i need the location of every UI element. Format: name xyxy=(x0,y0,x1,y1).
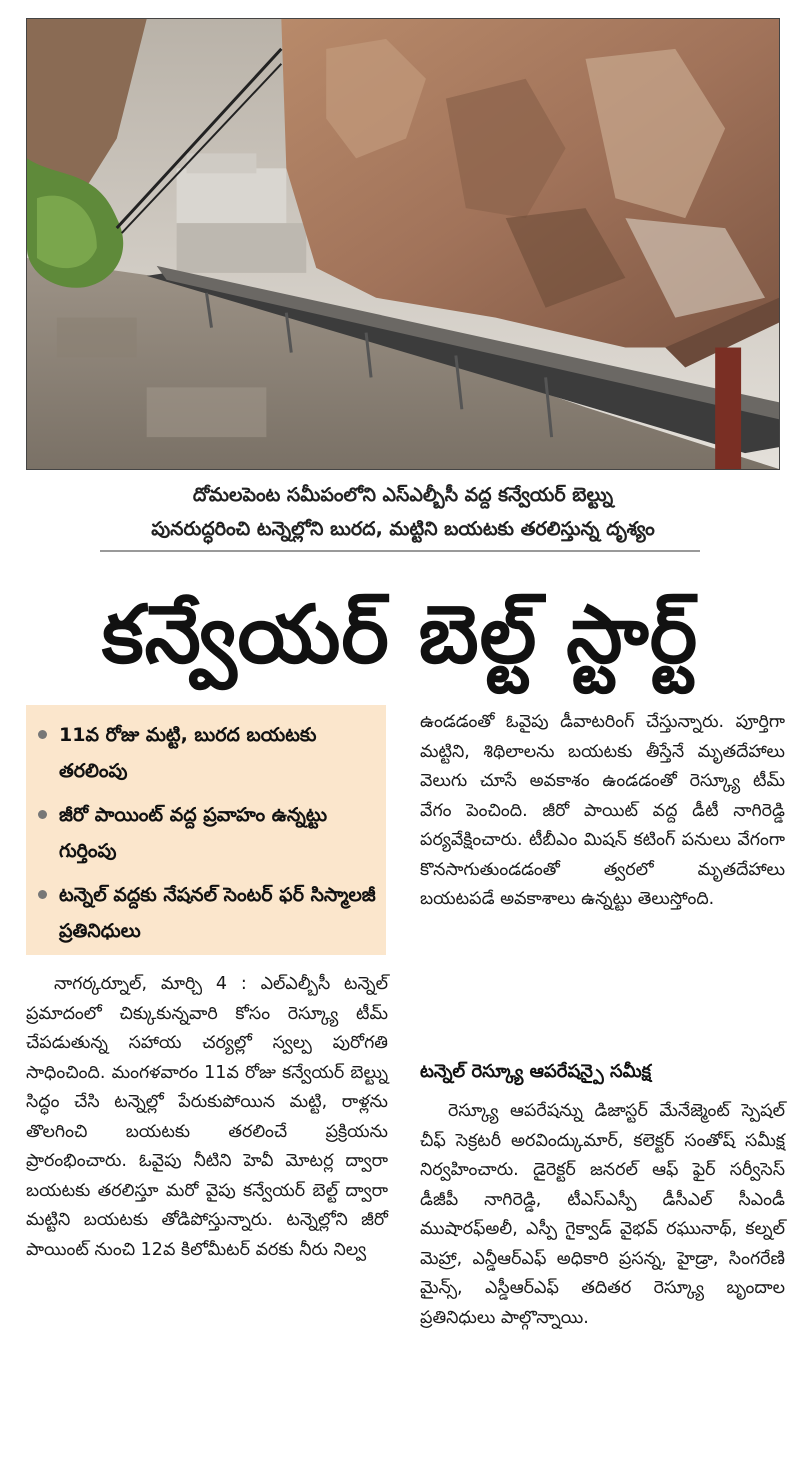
caption-line-1: దోమలపెంట సమీపంలోని ఎస్ఎల్బీసీ వద్ద కన్వేయర్ బెల్ట్ను xyxy=(192,484,614,506)
highlights-box xyxy=(26,705,386,955)
article-paragraph: ఉండడంతో ఓవైపు డీవాటరింగ్ చేస్తున్నారు. పూర్తిగా మట్టిని, శిథిలాలను బయటకు తీస్తేనే మృతదేహాలు వెలుగు చూసే అవకాశం ఉండడంతో రెస్క్యూ టీమ్ వేగం పెంచింది. జీరో పాయిట్ వద్ద డీటీ నాగిరెడ్డి పర్యవేక్షించారు. టీబీఎం మిషన్ కటింగ్ పనులు వేగంగా కొనసాగుతుండడంతో త్వరలో మృతదేహాలు బయటపడే అవకాశాలు ఉన్నట్టు తెలుస్తోంది. xyxy=(420,712,785,909)
article-left-column xyxy=(26,970,388,1265)
news-photo xyxy=(26,18,780,470)
photo-caption xyxy=(26,478,780,546)
article-right-column-bottom xyxy=(420,1097,785,1333)
article-paragraph: రెస్క్యూ ఆపరేషన్ను డిజాస్టర్ మేనేజ్మెంట్ స్పెషల్ చీఫ్ సెక్రటరీ అరవింద్కుమార్, కలెక్టర్ సంతోష్ సమీక్ష నిర్వహించారు. డైరెక్టర్ జనరల్ ఆఫ్ ఫైర్ సర్వీసెస్ డీజీపీ నాగిరెడ్డి, టీఎస్ఎస్పీ డీసీఎల్ సీఎండీ ముషారఫ్అలీ, ఎస్పీ గైక్వాడ్ వైభవ్ రఘునాథ్, కల్నల్ మెహ్రా, ఎన్డీఆర్ఎఫ్ అధికారి ప్రసన్న, హైడ్రా, సింగరేణి మైన్స్, ఎస్డీఆర్ఎఫ్ తదితర రెస్క్యూ బృందాల ప్రతినిధులు పాల్గొన్నాయి. xyxy=(420,1101,785,1328)
headline: కన్వేయర్ బెల్ట్ స్టార్ట్ xyxy=(101,588,699,681)
bullet-icon xyxy=(38,730,47,739)
highlight-text: జీరో పాయింట్ వద్ద ప్రవాహం ఉన్నట్టు గుర్తింపు xyxy=(59,804,328,862)
bullet-icon xyxy=(38,890,47,899)
bullet-icon xyxy=(38,810,47,819)
highlight-item xyxy=(38,717,376,789)
caption-divider xyxy=(100,550,700,552)
caption-line-2: పునరుద్ధరించి టన్నెల్లోని బురద, మట్టిని బయటకు తరలిస్తున్న దృశ్యం xyxy=(151,518,655,540)
article-right-column-top xyxy=(420,708,785,915)
highlight-item xyxy=(38,797,376,869)
highlight-text: టన్నెల్ వద్దకు నేషనల్ సెంటర్ ఫర్ సిస్మాలజీ ప్రతినిధులు xyxy=(59,884,376,942)
highlight-item xyxy=(38,877,376,949)
conveyor-belt-photo-icon xyxy=(27,19,779,469)
article-subheading: టన్నెల్ రెస్క్యూ ఆపరేషన్పై సమీక్ష xyxy=(420,1061,652,1082)
article-paragraph: నాగర్కర్నూల్, మార్చి 4 : ఎల్ఎల్బీసీ టన్నెల్ ప్రమాదంలో చిక్కుకున్నవారి కోసం రెస్క్యూ టీమ్ చేపడుతున్న సహాయ చర్యల్లో స్వల్ప పురోగతి సాధించింది. మంగళవారం 11వ రోజు కన్వేయర్ బెల్ట్ను సిద్ధం చేసి టన్నెల్లో పేరుకుపోయిన మట్టి, రాళ్లను తొలగించి బయటకు తరలించే ప్రక్రియను ప్రారంభించారు. ఓవైపు నీటిని హెవీ మోటర్ల ద్వారా బయటకు తరలిస్తూ మరో వైపు కన్వేయర్ బెల్ట్ ద్వారా మట్టిని బయటకు తోడిపోస్తున్నారు. టన్నెల్లోని జీరో పాయింట్ నుంచి 12వ కిలోమీటర్ వరకు నీరు నిల్వ xyxy=(26,974,388,1260)
highlight-text: 11వ రోజు మట్టి, బురద బయటకు తరలింపు xyxy=(59,724,317,782)
